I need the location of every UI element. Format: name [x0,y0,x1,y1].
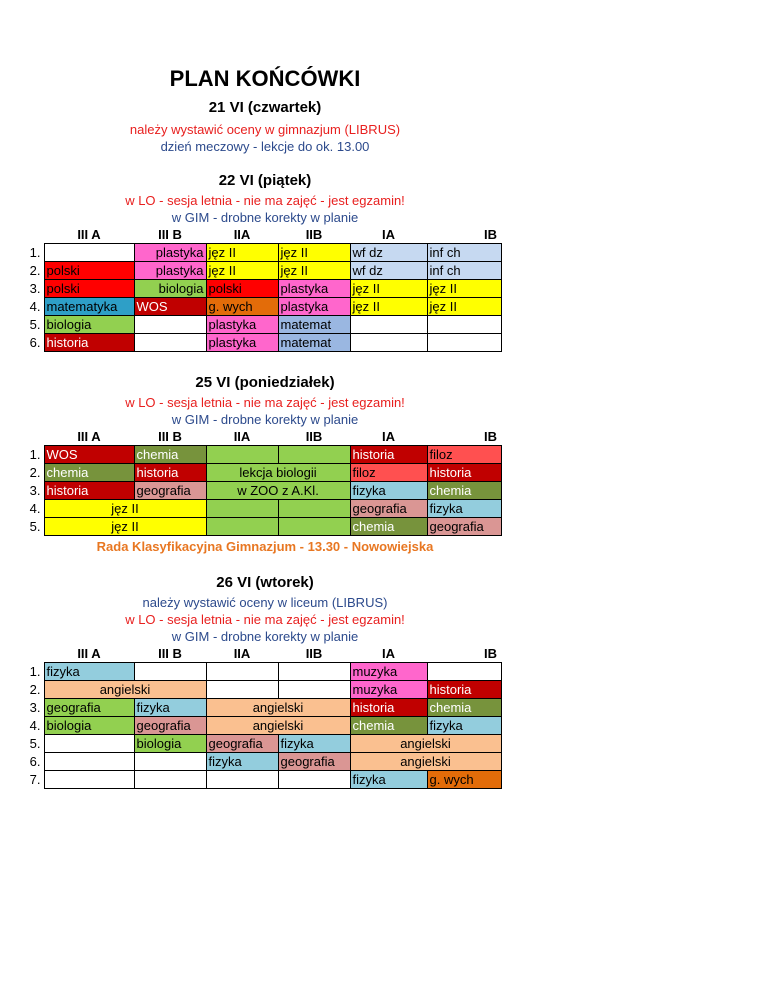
table-row [4,464,501,482]
cell: historia [44,334,134,352]
cell: matematyka [44,298,134,316]
cell: geografia [350,500,427,518]
cell: biologia [134,280,206,298]
day2-table [4,226,502,352]
cell [206,681,278,699]
col-header: III B [158,646,182,661]
cell [427,334,501,352]
cell: geografia [206,735,278,753]
lesson-number: 3. [29,281,41,296]
day4-table [4,645,502,789]
table-row [4,771,501,789]
table-row [4,298,501,316]
cell: angielski [44,681,206,699]
cell [427,663,501,681]
col-header: IB [484,429,497,444]
table-row [4,753,501,771]
lesson-number: 5. [29,317,41,332]
cell: plastyka [134,262,206,280]
col-header: IB [484,646,497,661]
cell: jęz II [44,518,206,536]
col-header: IIA [233,227,251,242]
col-header: III B [158,429,182,444]
cell [44,244,134,262]
cell [206,771,278,789]
cell: filoz [350,464,427,482]
cell [134,753,206,771]
cell: angielski [206,717,350,735]
cell: g. wych [206,298,278,316]
cell: WOS [44,446,134,464]
lesson-number: 3. [29,700,41,715]
cell: filoz [427,446,501,464]
day3-note-red: w LO - sesja letnia - nie ma zajęć - jest egzamin! [125,395,405,410]
cell [278,500,350,518]
col-header: III A [77,646,101,661]
day4-note-blue: w GIM - drobne korekty w planie [171,629,359,644]
day3-table [4,428,502,536]
cell: geografia [278,753,350,771]
cell: biologia [44,316,134,334]
col-header: IIA [233,646,251,661]
cell [278,771,350,789]
cell [44,771,134,789]
cell: geografia [134,717,206,735]
cell [44,753,134,771]
lesson-number: 2. [29,682,41,697]
cell: muzyka [350,681,427,699]
table-row [4,482,501,500]
cell [134,771,206,789]
cell [206,500,278,518]
cell: fizyka [134,699,206,717]
cell: fizyka [278,735,350,753]
lesson-number: 4. [29,299,41,314]
cell: jęz II [206,262,278,280]
corner [4,645,44,663]
corner [4,226,44,244]
cell: muzyka [350,663,427,681]
col-header: IA [382,227,395,242]
col-header: IIA [233,429,251,444]
cell: chemia [134,446,206,464]
day4-heading: 26 VI (wtorek) [216,574,314,591]
cell [278,518,350,536]
lesson-number: 1. [29,447,41,462]
cell: historia [427,464,501,482]
lesson-number: 4. [29,501,41,516]
table-row [4,681,501,699]
table-row [4,717,501,735]
cell: fizyka [206,753,278,771]
cell: angielski [350,753,501,771]
cell: matemat [278,334,350,352]
cell: chemia [350,518,427,536]
cell: polski [44,262,134,280]
cell: jęz II [278,262,350,280]
cell [134,663,206,681]
cell: jęz II [44,500,206,518]
cell [350,316,427,334]
lesson-number: 1. [29,245,41,260]
cell: chemia [427,482,501,500]
col-header: IIB [305,429,323,444]
day3-heading: 25 VI (poniedziałek) [195,374,335,391]
cell [278,446,350,464]
cell [44,735,134,753]
day3-footer: Rada Klasyfikacyjna Gimnazjum - 13.30 - Nowowiejska [96,539,434,554]
cell [278,663,350,681]
col-header: III A [77,429,101,444]
page-title: PLAN KOŃCÓWKI [169,66,361,91]
cell: geografia [134,482,206,500]
cell: angielski [206,699,350,717]
cell [206,446,278,464]
table-row [4,446,501,464]
cell: polski [44,280,134,298]
cell: plastyka [134,244,206,262]
cell: plastyka [206,316,278,334]
cell: jęz II [278,244,350,262]
cell: plastyka [206,334,278,352]
cell: matemat [278,316,350,334]
cell: jęz II [350,280,427,298]
table-row [4,244,501,262]
day4-note-red2: w LO - sesja letnia - nie ma zajęć - jest egzamin! [125,612,405,627]
cell: inf ch [427,244,501,262]
cell: w ZOO z A.Kl. [206,482,350,500]
table-row [4,280,501,298]
lesson-number: 6. [29,754,41,769]
cell [350,334,427,352]
table-row [4,500,501,518]
table-row [4,699,501,717]
cell: wf dz [350,262,427,280]
cell: chemia [427,699,501,717]
day3-note-blue: w GIM - drobne korekty w planie [171,412,359,427]
cell: chemia [44,464,134,482]
cell: jęz II [427,280,501,298]
day1-note-blue: dzień meczowy - lekcje do ok. 13.00 [160,139,370,154]
lesson-number: 2. [29,465,41,480]
cell: historia [134,464,206,482]
cell: geografia [44,699,134,717]
day2-heading: 22 VI (piątek) [218,172,312,189]
lesson-number: 5. [29,519,41,534]
day1-heading: 21 VI (czwartek) [208,99,322,116]
cell: angielski [350,735,501,753]
table-row [4,262,501,280]
cell: fizyka [427,717,501,735]
col-header: IB [484,227,497,242]
day2-note-red: w LO - sesja letnia - nie ma zajęć - jest egzamin! [125,193,405,208]
cell: jęz II [427,298,501,316]
cell: WOS [134,298,206,316]
cell [134,334,206,352]
cell: fizyka [427,500,501,518]
table-row [4,518,501,536]
lesson-number: 3. [29,483,41,498]
lesson-number: 6. [29,335,41,350]
col-header: IIB [305,227,323,242]
cell: historia [350,699,427,717]
lesson-number: 2. [29,263,41,278]
cell [206,518,278,536]
cell: geografia [427,518,501,536]
lesson-number: 7. [29,772,41,787]
col-header: III B [158,227,182,242]
cell: biologia [134,735,206,753]
table-row [4,663,501,681]
cell [427,316,501,334]
cell: chemia [350,717,427,735]
cell: biologia [44,717,134,735]
cell [206,663,278,681]
table-row [4,334,501,352]
cell [134,316,206,334]
cell: historia [44,482,134,500]
cell: plastyka [278,280,350,298]
cell: historia [350,446,427,464]
lesson-number: 1. [29,664,41,679]
cell: plastyka [278,298,350,316]
cell [278,681,350,699]
cell: polski [206,280,278,298]
col-header: IA [382,429,395,444]
cell: fizyka [350,771,427,789]
lesson-number: 5. [29,736,41,751]
cell: g. wych [427,771,501,789]
col-header: IA [382,646,395,661]
table-row [4,316,501,334]
col-header: IIB [305,646,323,661]
cell: wf dz [350,244,427,262]
lesson-number: 4. [29,718,41,733]
cell: fizyka [350,482,427,500]
cell: lekcja biologii [206,464,350,482]
cell: jęz II [350,298,427,316]
cell: fizyka [44,663,134,681]
cell: historia [427,681,501,699]
day1-note-red: należy wystawić oceny w gimnazjum (LIBRUS) [129,122,401,137]
day2-note-blue: w GIM - drobne korekty w planie [171,210,359,225]
table-row [4,735,501,753]
day4-note-red1: należy wystawić oceny w liceum (LIBRUS) [142,595,388,610]
cell: inf ch [427,262,501,280]
corner [4,428,44,446]
col-header: III A [77,227,101,242]
cell: jęz II [206,244,278,262]
